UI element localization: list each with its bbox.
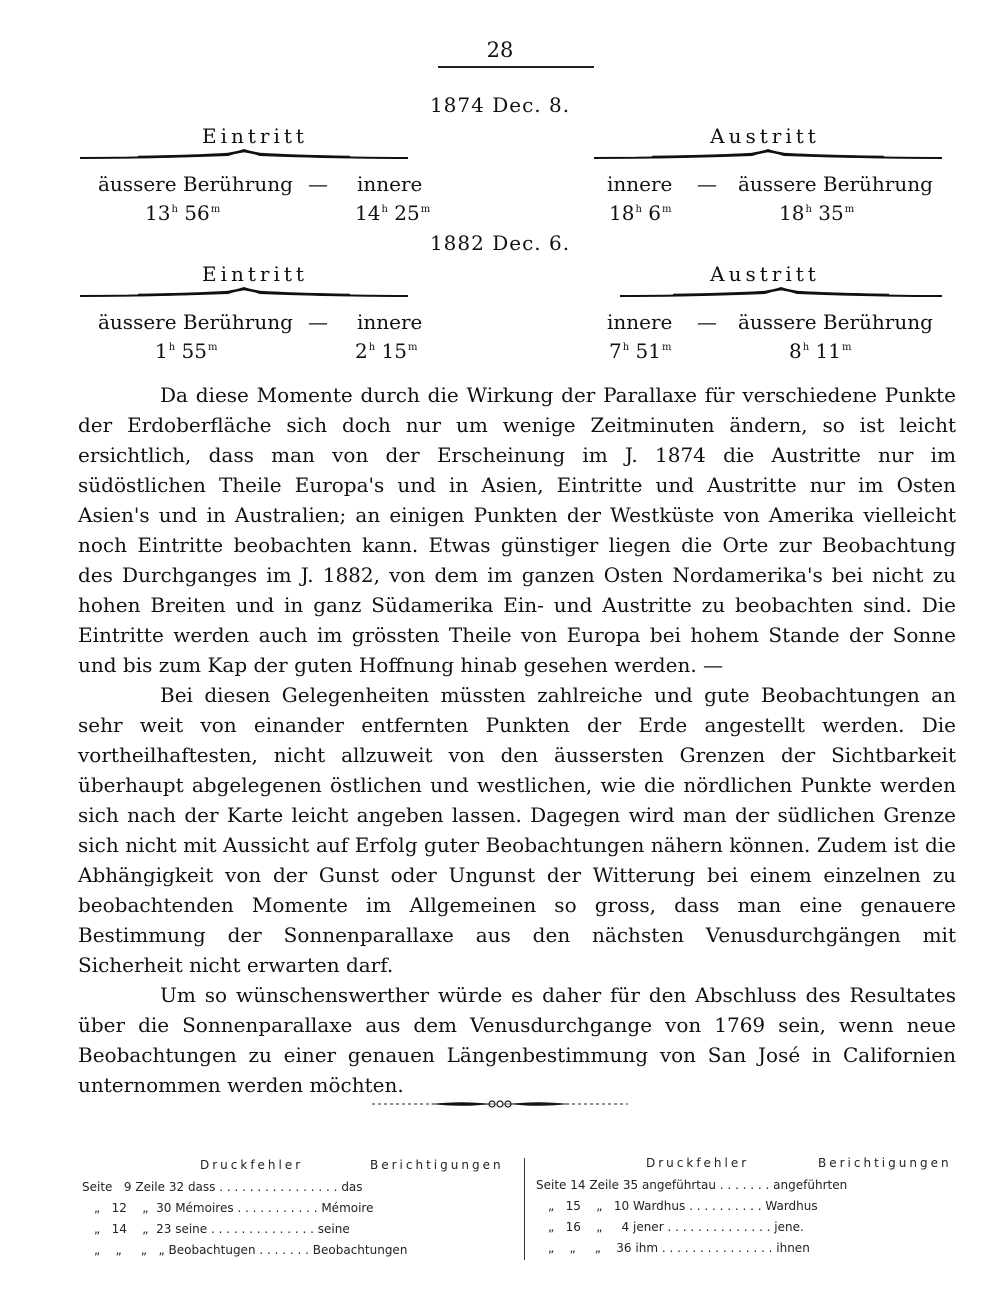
time-1874-austritt-inner: 18$^h$ 6$^m$ — [609, 201, 672, 225]
time-1874-austritt-outer: 18$^h$ 35$^m$ — [779, 201, 855, 225]
brace-rule-right-1874 — [592, 148, 944, 162]
time-1882-austritt-inner: 7$^h$ 51$^m$ — [609, 339, 672, 363]
errata-column-separator — [524, 1158, 525, 1260]
left-contact-inner-label: innere — [357, 172, 423, 196]
heading-austritt-1874: Austritt — [710, 124, 820, 148]
brace-rule-left-1874 — [78, 148, 410, 162]
right-contact-inner-label-1882: innere — [607, 310, 673, 334]
time-1882-eintritt-outer: 1$^h$ 55$^m$ — [155, 339, 218, 363]
left-contact-dash: — — [308, 172, 328, 196]
errata-row-left-1: Seite 9 Zeile 32 dass . . . . . . . . . . . . . . . . das — [82, 1180, 363, 1194]
errata-row-left-4: „ „ „ „ Beobachtugen . . . . . . . Beobachtungen — [94, 1243, 408, 1257]
page-number: 28 — [486, 38, 514, 62]
body-text — [78, 380, 956, 1100]
brace-rule-right-1882 — [618, 286, 944, 300]
errata-row-left-2: „ 12 „ 30 Mémoires . . . . . . . . . . . Mémoire — [94, 1201, 374, 1215]
time-1874-eintritt-outer: 13$^h$ 56$^m$ — [145, 201, 221, 225]
brace-rule-left-1882 — [78, 286, 410, 300]
heading-eintritt-1882: Eintritt — [202, 262, 308, 286]
right-contact-dash-1882: — — [697, 310, 717, 334]
errata-head-druckfehler-right: Druckfehler — [646, 1156, 750, 1170]
errata-head-druckfehler-left: Druckfehler — [200, 1158, 304, 1172]
time-1882-austritt-outer: 8$^h$ 11$^m$ — [789, 339, 852, 363]
left-contact-outer-label: äussere Berührung — [98, 172, 293, 196]
errata-row-left-3: „ 14 „ 23 seine . . . . . . . . . . . . . . seine — [94, 1222, 350, 1236]
paragraph-2: Bei diesen Gelegenheiten müssten zahlreiche und gute Beobachtungen an sehr weit von einander entfernten Punkten der Erde angestellt werden. Die vortheilhaftesten, nicht allzuweit von den äussersten Grenzen der Sichtbarkeit überhaupt abgelegenen östlichen und westlichen, wie die nördlichen Punkte werden sich nach der Karte leicht angeben lassen. Dagegen wird man der südlichen Grenze sich nicht mit Aussicht auf Erfolg guter Beobachtungen nähern können. Zudem ist die Abhängigkeit von der Gunst oder Ungunst der Witterung bei einem einzelnen zu beobachtenden Momente im Allgemeinen so gross, dass man eine genauere Bestimmung der Sonnenparallaxe aus den nächsten Venusdurchgängen mit Sicherheit nicht erwarten darf. — [78, 683, 956, 977]
ornamental-divider — [370, 1098, 630, 1110]
time-1882-eintritt-inner: 2$^h$ 15$^m$ — [355, 339, 418, 363]
date-1882: 1882 Dec. 6. — [429, 231, 571, 255]
right-contact-outer-label: äussere Berührung — [738, 172, 933, 196]
date-1874: 1874 Dec. 8. — [429, 93, 571, 117]
time-1874-eintritt-inner: 14$^h$ 25$^m$ — [355, 201, 431, 225]
errata-row-right-4: „ „ „ 36 ihm . . . . . . . . . . . . . . . ihnen — [548, 1241, 810, 1255]
heading-austritt-1882: Austritt — [710, 262, 820, 286]
heading-eintritt-1874: Eintritt — [202, 124, 308, 148]
errata-head-berichtigungen-right: Berichtigungen — [818, 1156, 952, 1170]
left-contact-inner-label-1882: innere — [357, 310, 423, 334]
right-contact-inner-label: innere — [607, 172, 673, 196]
errata-row-right-2: „ 15 „ 10 Wardhus . . . . . . . . . . Wardhus — [548, 1199, 818, 1213]
errata-row-right-1: Seite 14 Zeile 35 angeführtau . . . . . . . angeführten — [536, 1178, 848, 1192]
right-contact-outer-label-1882: äussere Berührung — [738, 310, 933, 334]
paragraph-3: Um so wünschenswerther würde es daher für den Abschluss des Resultates über die Sonnenparallaxe aus dem Venusdurchgange von 1769 sein, wenn neue Beobachtungen zu einer genauen Längenbestimmung von San José in Californien unternommen werden möchten. — [78, 983, 956, 1097]
errata-head-berichtigungen-left: Berichtigungen — [370, 1158, 504, 1172]
left-contact-outer-label-1882: äussere Berührung — [98, 310, 293, 334]
right-contact-dash: — — [697, 172, 717, 196]
paragraph-1: Da diese Momente durch die Wirkung der Parallaxe für verschiedene Punkte der Erdoberfläche sich doch nur um wenige Zeitminuten ändern, so ist leicht ersichtlich, dass man von der Erscheinung im J. 1874 die Austritte nur im südöstlichen Theile Europa's und in Asien, Eintritte und Austritte nur im Osten Asien's und in Australien; an einigen Punkten der Westküste von Amerika vielleicht noch Eintritte beobachten kann. Etwas günstiger liegen die Orte zur Beobachtung des Durchganges im J. 1882, von dem im ganzen Osten Nordamerika's bei nicht zu hohen Breiten und in ganz Südamerika Ein- und Austritte zu beobachten sind. Die Eintritte werden auch im grössten Theile von Europa bei hohem Stande der Sonne und bis zum Kap der guten Hoffnung hinab gesehen werden. — — [78, 383, 956, 677]
header-rule — [438, 66, 594, 68]
errata-row-right-3: „ 16 „ 4 jener . . . . . . . . . . . . . . jene. — [548, 1220, 804, 1234]
left-contact-dash-1882: — — [308, 310, 328, 334]
